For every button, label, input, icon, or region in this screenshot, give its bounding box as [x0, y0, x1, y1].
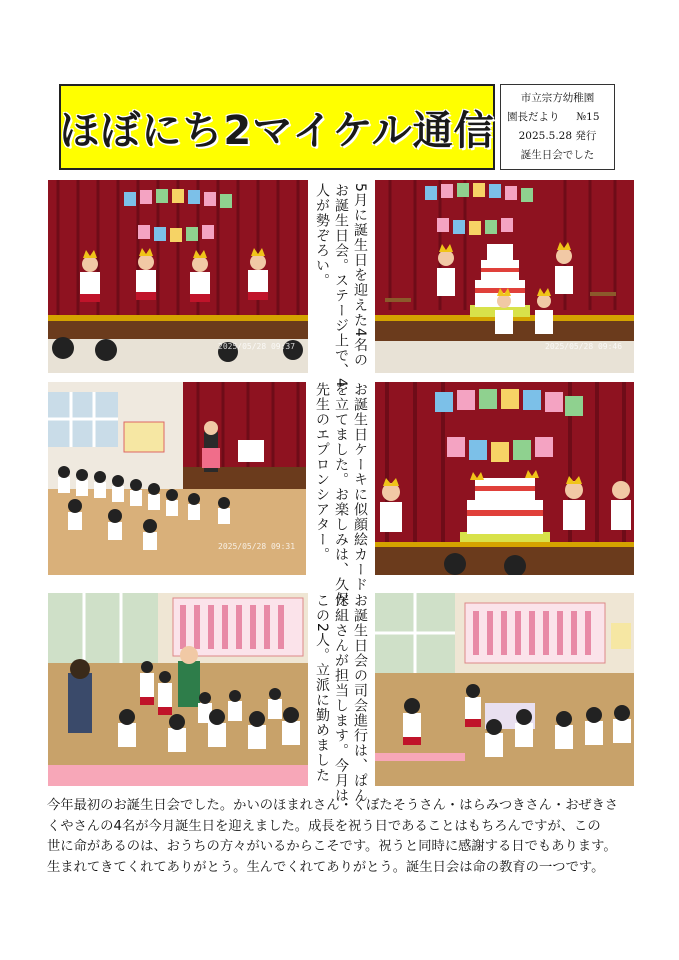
photo-classroom-hosts: [48, 593, 308, 786]
photo-birthday-cake-stage: [375, 180, 634, 373]
body-line: 生まれてきてくれてありがとう。生んでくれてありがとう。誕生日会は命の教育の一つです。: [47, 859, 605, 875]
newsletter-title-box: [59, 84, 495, 170]
column-name: 園長だより: [507, 111, 560, 123]
issue-line: [507, 108, 608, 127]
photo-timestamp: 2025/05/28 09:37: [218, 342, 296, 351]
caption-line: お誕生日会の司会進行は、ぱん: [352, 593, 368, 803]
photo-timestamp: 2025/05/28 09:46: [545, 342, 623, 351]
caption-line: この2人。立派に勤めました: [314, 593, 330, 783]
caption-line: だ組さんが担当します。今月は: [333, 593, 349, 803]
caption-line: を立てました。お楽しみは、久保: [333, 382, 349, 607]
issued-label: 発行: [575, 130, 597, 142]
newsletter-body: [47, 796, 632, 878]
body-line: 今年最初のお誕生日会でした。かいのほまれさん・くぼたそうさん・はらみつきさん・おぜきさ: [47, 798, 619, 813]
caption-cake-photo: [312, 382, 369, 607]
photo-classroom-audience: [375, 593, 634, 786]
caption-line: 先生のエプロンシアター。: [314, 382, 330, 562]
body-line: くやさんの4名が今月誕生日を迎えました。成長を祝う日であることはもちろんですが、この: [47, 818, 601, 834]
date-line: [507, 127, 608, 146]
caption-line: お誕生日会。ステージ上で、4: [333, 183, 349, 388]
issue-date: 2025.5.28: [518, 130, 573, 142]
photo-stage-four-children: [48, 180, 308, 373]
school-name: 市立宗方幼稚園: [520, 92, 595, 104]
issue-number: №15: [576, 111, 600, 123]
caption-line: 人が勢ぞろい。: [314, 183, 330, 288]
photo-hall-children-seated: [48, 382, 306, 575]
caption-line: お誕生日ケーキに似顔絵カード: [352, 382, 368, 592]
issue-info-box: [500, 84, 615, 170]
photo-timestamp: 2025/05/28 09:31: [218, 542, 296, 551]
photo-banner-cake-closeup: [375, 382, 634, 575]
body-line: 世に命があるのは、おうちの方々がいるからこそです。祝うと同時に感謝する日でもあります。: [47, 839, 617, 854]
caption-line: 5月に誕生日を迎えた4名の: [352, 183, 368, 368]
caption-hosts-photo: [312, 593, 369, 803]
newsletter-title: ほぼにち2マイケル通信: [59, 107, 495, 154]
issue-topic: 誕生日会でした: [520, 149, 595, 161]
caption-stage-photo: [312, 183, 369, 388]
